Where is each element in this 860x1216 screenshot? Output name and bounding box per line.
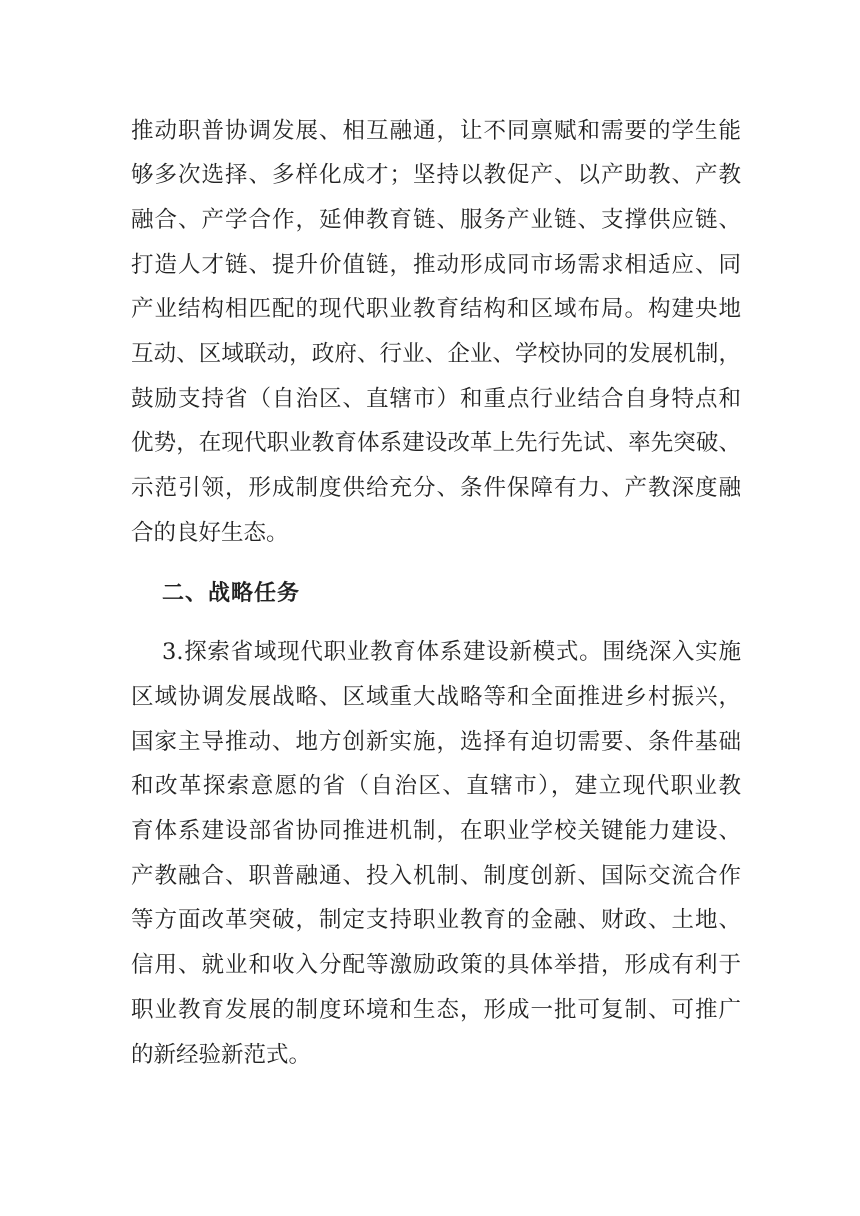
paragraph-line: 产业结构相匹配的现代职业教育结构和区域布局。构建央地	[131, 296, 741, 322]
paragraph-line: 够多次选择、多样化成才；坚持以教促产、以产助教、产教	[131, 162, 741, 188]
paragraph-line: 区域协调发展战略、区域重大战略等和全面推进乡村振兴，	[131, 684, 741, 710]
paragraph-line: 和改革探索意愿的省（自治区、直辖市），建立现代职业教	[131, 773, 741, 799]
paragraph-line: 示范引领，形成制度供给充分、条件保障有力、产教深度融	[131, 475, 741, 501]
paragraph-line: 产教融合、职普融通、投入机制、制度创新、国际交流合作	[131, 863, 741, 889]
paragraph-line: 融合、产学合作，延伸教育链、服务产业链、支撑供应链、	[131, 207, 741, 233]
paragraph-line: 推动职普协调发展、相互融通，让不同禀赋和需要的学生能	[131, 118, 741, 144]
paragraph-line: 优势，在现代职业教育体系建设改革上先行先试、率先突破、	[131, 430, 741, 456]
paragraph-line: 3.探索省域现代职业教育体系建设新模式。围绕深入实施	[162, 639, 741, 665]
paragraph-line: 国家主导推动、地方创新实施，选择有迫切需要、条件基础	[131, 729, 741, 755]
paragraph-line: 打造人才链、提升价值链，推动形成同市场需求相适应、同	[131, 252, 741, 278]
paragraph-line: 的新经验新范式。	[131, 1042, 312, 1068]
paragraph-line: 信用、就业和收入分配等激励政策的具体举措，形成有利于	[131, 952, 741, 978]
section-heading: 二、战略任务	[162, 581, 301, 606]
paragraph-line: 育体系建设部省协同推进机制，在职业学校关键能力建设、	[131, 818, 741, 844]
paragraph-line: 合的良好生态。	[131, 520, 289, 546]
paragraph-line: 鼓励支持省（自治区、直辖市）和重点行业结合自身特点和	[131, 386, 741, 412]
paragraph-line: 互动、区域联动，政府、行业、企业、学校协同的发展机制，	[131, 341, 741, 367]
paragraph-line: 职业教育发展的制度环境和生态，形成一批可复制、可推广	[131, 997, 741, 1023]
paragraph-line: 等方面改革突破，制定支持职业教育的金融、财政、土地、	[131, 907, 741, 933]
